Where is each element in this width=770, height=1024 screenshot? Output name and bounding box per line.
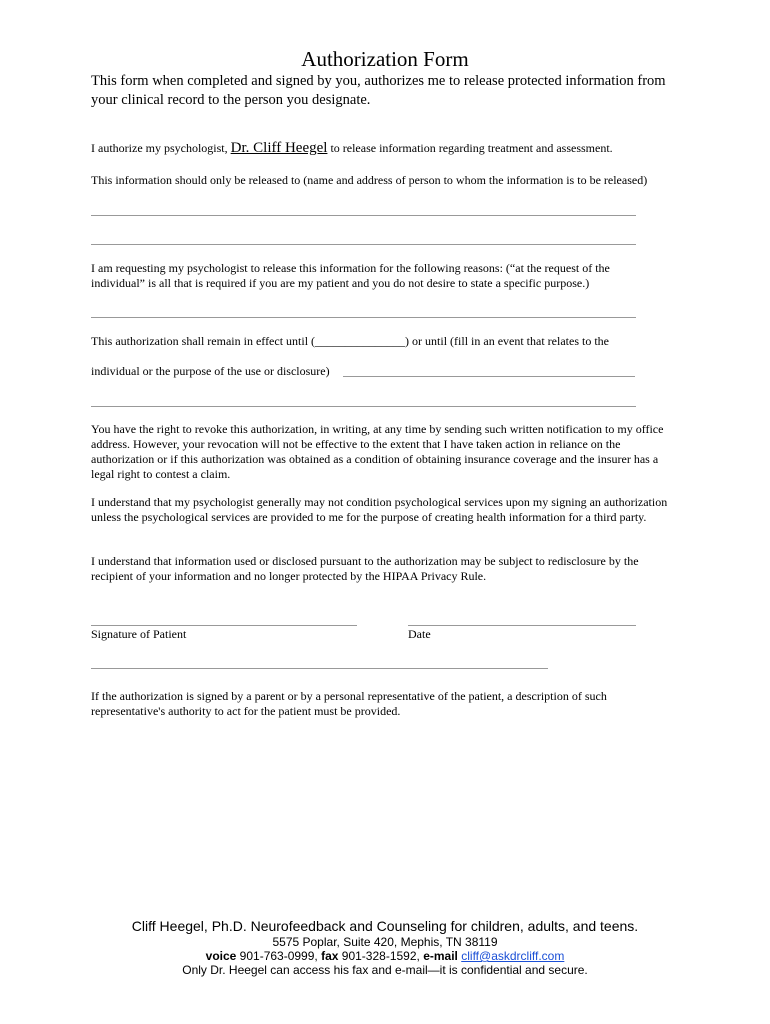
reasons-line[interactable] <box>91 317 636 318</box>
voice-label: voice <box>205 949 237 963</box>
fax-label: fax <box>321 949 339 963</box>
representative-line[interactable] <box>91 668 548 669</box>
authorize-suffix: to release information regarding treatment and assessment. <box>330 141 613 155</box>
effect-text-line-2: individual or the purpose of the use or disclosure) <box>91 364 330 378</box>
release-to-line-2[interactable] <box>91 244 636 245</box>
release-to-text: This information should only be released to (name and address of person to whom the information is to be released) <box>91 173 648 187</box>
authorize-statement <box>91 141 691 156</box>
form-title: Authorization Form <box>301 47 469 71</box>
effect-line-2[interactable] <box>91 406 636 407</box>
footer-confidential: Only Dr. Heegel can access his fax and e-mail—it is confidential and secure. <box>182 963 588 977</box>
footer-contact <box>0 949 770 963</box>
psychologist-name: Dr. Cliff Heegel <box>230 140 328 156</box>
signature-line[interactable] <box>91 625 357 626</box>
footer-address: 5575 Poplar, Suite 420, Mephis, TN 38119 <box>272 935 498 949</box>
release-to-line-1[interactable] <box>91 215 636 216</box>
footer-tagline: Cliff Heegel, Ph.D. Neurofeedback and Counseling for children, adults, and teens. <box>131 918 639 934</box>
effect-text-line-1: This authorization shall remain in effect until (_______________) or until (fill in an event that relates to the <box>91 334 609 348</box>
email-link[interactable]: cliff@askdrcliff.com <box>461 949 565 963</box>
effect-event-line[interactable] <box>343 376 635 377</box>
date-label: Date <box>408 627 431 641</box>
revoke-text: You have the right to revoke this authorization, in writing, at any time by sending such written notification to my office address. However, your revocation will not be effective to the extent that I have taken action in reliance on the authorization or if this authorization was obtained as a condition of obtaining insurance coverage and the insurer has a legal right to contest a claim. <box>91 422 664 481</box>
signature-label: Signature of Patient <box>91 627 187 641</box>
reasons-text: I am requesting my psychologist to release this information for the following reasons: (“at the request of the individual” is all that is required if you are my patient and you do not desire to state a specific purpose.) <box>91 261 610 290</box>
email-label: e-mail <box>423 949 458 963</box>
fax-number: 901-328-1592, <box>341 949 420 963</box>
condition-text: I understand that my psychologist generally may not condition psychological services upon my signing an authorization unless the psychological services are provided to me for the purpose of creating health information for a third party. <box>91 495 668 524</box>
representative-text: If the authorization is signed by a parent or by a personal representative of the patient, a description of such representative's authority to act for the patient must be provided. <box>91 689 607 718</box>
date-line[interactable] <box>408 625 636 626</box>
voice-number: 901-763-0999, <box>239 949 318 963</box>
form-intro: This form when completed and signed by you, authorizes me to release protected information from your clinical record to the person you designate. <box>91 73 666 108</box>
authorize-prefix: I authorize my psychologist, <box>91 141 228 155</box>
redisclosure-text: I understand that information used or disclosed pursuant to the authorization may be subject to redisclosure by the recipient of your information and no longer protected by the HIPAA Privacy Rule. <box>91 554 639 583</box>
